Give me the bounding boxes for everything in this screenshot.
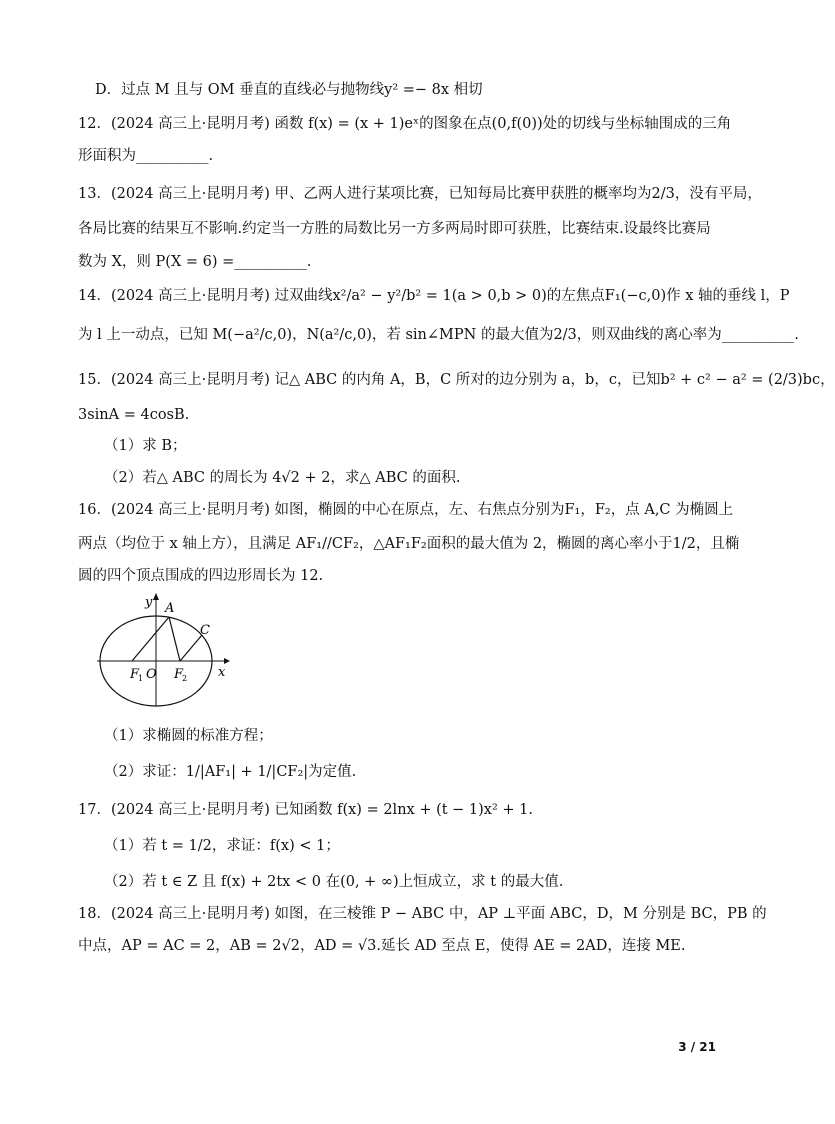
question-16-part-2: （2）求证：1/|AF₁| + 1/|CF₂|为定值. [104,764,357,780]
question-12-line-1: 12．(2024 高三上·昆明月考) 函数 f(x) = (x + 1)eˣ的图象在点(0,f(0))处的切线与坐标轴围成的三角 [78,116,732,132]
question-15-part-1: （1）求 B； [104,438,187,454]
y-axis-arrow [153,593,159,600]
question-18-line-2: 中点，AP = AC = 2，AB = 2√2，AD = √3.延长 AD 至点 E，使得 AE = 2AD，连接 ME. [78,938,686,954]
f2-label: F [174,667,184,682]
question-14-line-2: 为 l 上一动点，已知 M(−a²/c,0)，N(a²/c,0)，若 sin∠MPN 的最大值为2/3，则双曲线的离心率为__________. [78,327,799,343]
question-13-line-1: 13．(2024 高三上·昆明月考) 甲、乙两人进行某项比赛，已知每局比赛甲获胜的概率均为2/3，没有平局， [78,186,762,202]
question-17-part-2: （2）若 t ∈ Z 且 f(x) + 2tx < 0 在(0, + ∞)上恒成立，求 t 的最大值. [104,874,564,890]
question-16-line-2: 两点（均位于 x 轴上方），且满足 AF₁//CF₂，△AF₁F₂面积的最大值为 2，椭圆的离心率小于1/2，且椭 [78,536,740,552]
question-16-line-3: 圆的四个顶点围成的四边形周长为 12. [78,568,324,584]
question-12-line-2: 形面积为__________. [78,148,214,164]
ellipse-figure [92,588,237,713]
y-label: y [145,595,153,610]
question-13-line-3: 数为 X，则 P(X = 6) =__________. [78,254,312,270]
question-17-line-1: 17．(2024 高三上·昆明月考) 已知函数 f(x) = 2lnx + (t − 1)x² + 1. [78,802,534,818]
segment-cf2 [180,635,202,661]
question-15-line-2: 3sinA = 4cosB. [78,407,190,423]
segment-af2 [169,617,180,661]
f2-subscript: 2 [182,674,188,683]
f1-label: F [130,667,140,682]
segment-af1 [132,617,169,661]
question-16-line-1: 16．(2024 高三上·昆明月考) 如图，椭圆的中心在原点，左、右焦点分别为F₁，F₂，点 A,C 为椭圆上 [78,502,734,518]
x-axis-arrow [224,658,230,664]
point-c-label: C [200,623,210,638]
question-15-line-1: 15．(2024 高三上·昆明月考) 记△ ABC 的内角 A，B，C 所对的边分别为 a，b，c，已知b² + c² − a² = (2/3)bc， [78,372,835,388]
question-14-line-1: 14．(2024 高三上·昆明月考) 过双曲线x²/a² − y²/b² = 1(a > 0,b > 0)的左焦点F₁(−c,0)作 x 轴的垂线 l，P [78,288,790,304]
option-d: D．过点 M 且与 OM 垂直的直线必与抛物线y² =− 8x 相切 [95,82,483,98]
point-a-label: A [165,601,175,616]
page-number: 3 / 21 [678,1040,716,1054]
f1-subscript: 1 [138,674,144,683]
question-13-line-2: 各局比赛的结果互不影响.约定当一方胜的局数比另一方多两局时即可获胜，比赛结束.设最终比赛局 [78,221,711,237]
question-15-part-2: （2）若△ ABC 的周长为 4√2 + 2，求△ ABC 的面积. [104,470,461,486]
x-label: x [218,665,226,680]
question-16-part-1: （1）求椭圆的标准方程； [104,728,273,744]
origin-label: O [146,667,157,682]
question-17-part-1: （1）若 t = 1/2，求证：f(x) < 1； [104,838,340,854]
question-18-line-1: 18．(2024 高三上·昆明月考) 如图，在三棱锥 P − ABC 中，AP ⊥平面 ABC，D，M 分别是 BC，PB 的 [78,906,767,922]
